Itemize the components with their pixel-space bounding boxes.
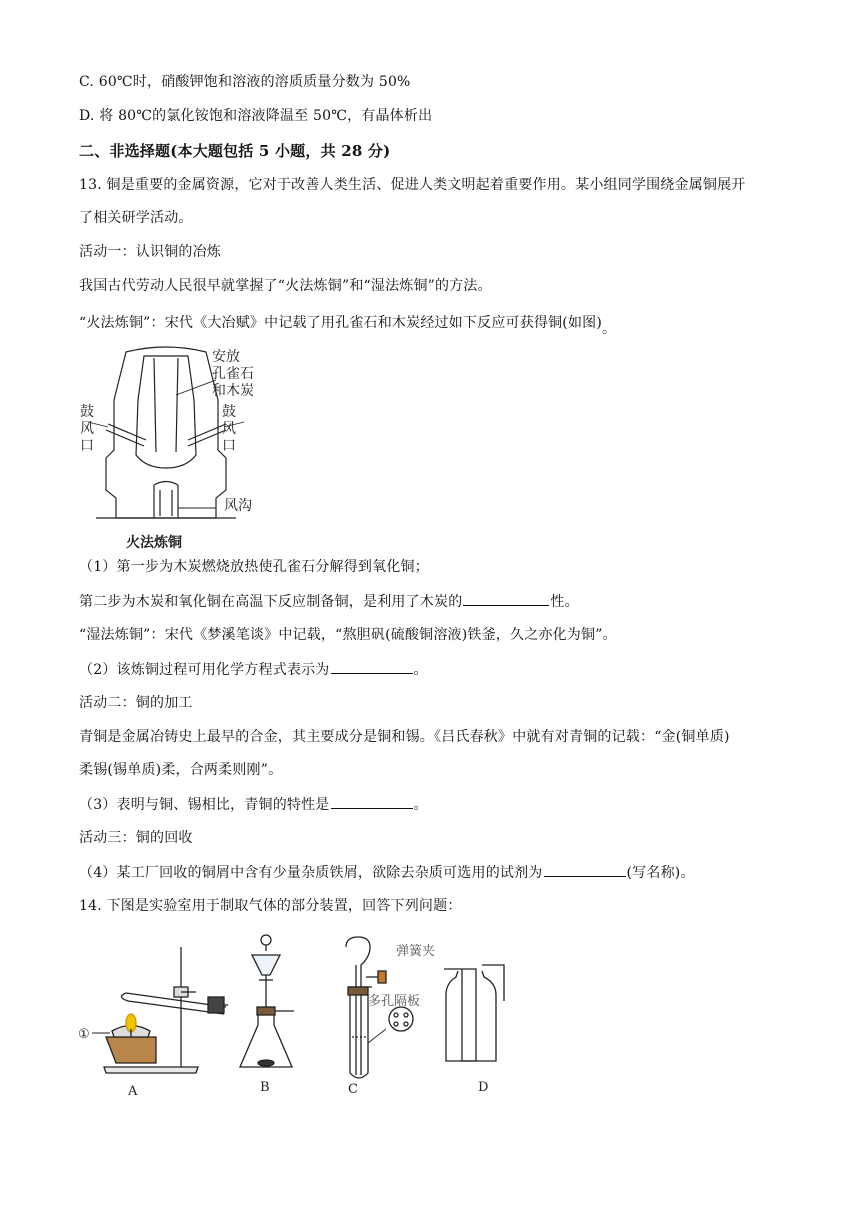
activity-2-heading: 活动二：铜的加工 (79, 695, 193, 711)
apparatus-d (444, 965, 504, 1061)
option-d: D. 将 80℃的氯化铵饱和溶液降温至 50℃，有晶体析出 (79, 108, 433, 124)
furnace-label-channel: 风沟 (224, 498, 252, 514)
spring-clip-label: 弹簧夹 (396, 944, 436, 959)
part-1-line2: 第二步为木炭和氧化铜在高温下反应制备铜，是利用了木炭的 性。 (79, 591, 579, 612)
answer-blank-3[interactable] (331, 794, 413, 809)
label-b: B (260, 1080, 270, 1095)
bronze-line1: 青铜是金属冶铸史上最早的合金，其主要成分是铜和锡。《吕氏春秋》中就有对青铜的记载：“金(铜单质) (79, 729, 730, 745)
answer-blank-1[interactable] (463, 591, 549, 606)
part-2: （2）该炼铜过程可用化学方程式表示为 。 (79, 659, 428, 680)
fire-method-text (79, 313, 617, 337)
label-c: C (348, 1082, 358, 1097)
apparatus-b (240, 935, 294, 1067)
fire-method-body: “火法炼铜”：宋代《大冶赋》中记载了用孔雀石和木炭经过如下反应可获得铜(如图) (79, 315, 603, 331)
fire-method-end: 。 (602, 321, 617, 337)
question-14: 14. 下图是实验室用于制取气体的部分装置，回答下列问题： (79, 898, 462, 914)
answer-blank-2[interactable] (331, 659, 413, 674)
activity-1-heading: 活动一：认识铜的冶炼 (79, 244, 221, 260)
furnace-label-left: 鼓 风 口 (80, 404, 94, 454)
apparatus-a (92, 947, 228, 1073)
section-heading: 二、非选择题(本大题包括 5 小题，共 28 分) (79, 142, 391, 160)
apparatus-figure (76, 925, 516, 1100)
porous-plate-label: 多孔隔板 (368, 994, 421, 1009)
part-3: （3）表明与铜、锡相比，青铜的特性是 。 (79, 794, 428, 815)
activity-3-heading: 活动三：铜的回收 (79, 830, 193, 846)
option-c: C. 60℃时，硝酸钾饱和溶液的溶质质量分数为 50% (79, 74, 411, 90)
intro-text: 我国古代劳动人民很早就掌握了“火法炼铜”和“湿法炼铜”的方法。 (79, 278, 492, 294)
furnace-label-top: 安放 孔雀石 和木炭 (212, 349, 254, 399)
question-13-line1: 13. 铜是重要的金属资源，它对于改善人类生活、促进人类文明起着重要作用。某小组同学围绕金属铜展开 (79, 177, 746, 193)
wet-method-text: “湿法炼铜”：宋代《梦溪笔谈》中记载，“熬胆矾(硫酸铜溶液)铁釜，久之亦化为铜”。 (79, 627, 617, 643)
furnace-caption: 火法炼铜 (126, 535, 182, 551)
furnace-label-right: 鼓 风 口 (222, 404, 236, 454)
marker-1: ① (78, 1027, 90, 1042)
part-1-line1: （1）第一步为木炭燃烧放热使孔雀石分解得到氧化铜； (79, 559, 429, 575)
question-13-line2: 了相关研学活动。 (79, 210, 193, 226)
label-d: D (478, 1080, 489, 1095)
answer-blank-4[interactable] (544, 862, 626, 877)
part-4: （4）某工厂回收的铜屑中含有少量杂质铁屑，欲除去杂质可选用的试剂为 (写名称)。 (79, 862, 695, 883)
bronze-line2: 柔锡(锡单质)柔，合两柔则刚”。 (79, 762, 283, 778)
label-a: A (128, 1084, 138, 1099)
